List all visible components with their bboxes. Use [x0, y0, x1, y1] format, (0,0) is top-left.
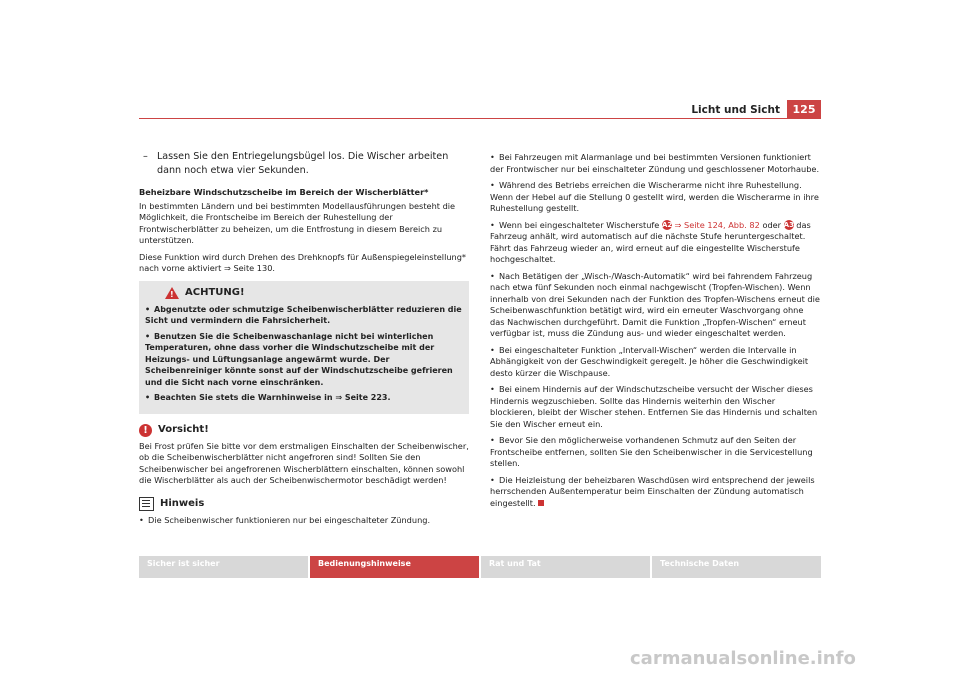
- bullet-item: • Nach Betätigen der „Wisch-/Wasch-Automatik“ wird bei fahrendem Fahrzeug nach etwa fünf Sekunden noch einmal nachgewischt (Tropfen-Wischen). Wenn innerhalb von drei Sekunden nach der Funktion des Tropfen-Wischens erneut die Scheibenwaschfunktion betätigt wird, wird ein erneuter Waschvorgang ohne das Nachwischen durchgeführt. Damit die Funktion „Tropfen-Wischen“ erneut verfügbar ist, muss die Zündung aus- und wieder eingeschaltet werden.: [490, 270, 820, 338]
- tab-rat-und-tat[interactable]: Rat und Tat: [481, 556, 650, 578]
- caution-text: Bei Frost prüfen Sie bitte vor dem erstmaligen Einschalten der Scheibenwischer, ob die Scheibenwischerblätter nicht angefroren sind! Sollten Sie den Scheibenwischer bei angefrorenen Wischerblättern einschalten, können sowohl die Wischerblätter als auch der Scheibenwischermotor beschädigt werden!: [139, 440, 469, 485]
- section-subhead: Beheizbare Windschutzscheibe im Bereich der Wischerblätter*: [139, 187, 429, 197]
- warning-item: • Beachten Sie stets die Warnhinweise in ⇒ Seite 223.: [145, 393, 391, 402]
- warning-triangle-icon: [165, 287, 179, 299]
- dash-step: – Lassen Sie den Entriegelungsbügel los. Die Wischer arbeiten dann noch etwa vier Sekunden.: [143, 151, 449, 176]
- warning-title: ! ACHTUNG!: [145, 287, 463, 299]
- header-rule: [139, 118, 821, 119]
- page-reference-link[interactable]: ⇒ Seite 124, Abb. 82: [674, 219, 760, 230]
- warning-item: • Abgenutzte oder schmutzige Scheibenwischerblätter reduzieren die Sicht und vermindern die Fahrsicherheit.: [145, 304, 462, 325]
- warning-box: [139, 281, 469, 414]
- note-paper-icon: [139, 497, 154, 511]
- bullet-icon: •: [145, 393, 151, 402]
- caution-title: ! Vorsicht!: [139, 424, 469, 437]
- watermark: carmanualsonline.info: [630, 648, 856, 669]
- tab-bedienungshinweise[interactable]: Bedienungshinweise: [310, 556, 479, 578]
- chapter-navigation: [139, 556, 821, 578]
- right-column: [490, 152, 820, 514]
- bullet-item: • Wenn bei eingeschalteter Wischerstufe A2 ⇒ Seite 124, Abb. 82 oder A3 das Fahrzeug anhält, wird automatisch auf die nächste Stufe heruntergeschaltet. Fährt das Fahrzeug wieder an, wird erneut auf die eingestellte Wischerstufe hochgeschaltet.: [490, 219, 811, 264]
- paragraph-1: In bestimmten Ländern und bei bestimmten Modellausführungen besteht die Möglichkeit, die Frontscheibe im Bereich der Ruhestellung der Frontwischerblätter zu beheizen, um die Entfrostung in diesem Bereich zu unterstützen.: [139, 200, 456, 245]
- bullet-icon: •: [145, 304, 151, 314]
- bullet-icon: •: [490, 270, 495, 281]
- bullet-icon: •: [490, 435, 495, 445]
- hint-title: Hinweis: [139, 497, 469, 511]
- bullet-icon: •: [490, 180, 495, 190]
- bullet-item: • Bei Fahrzeugen mit Alarmanlage und bei bestimmten Versionen funktioniert der Frontwischer nur bei einschalteter Zündung und geschlossener Motorhaube.: [490, 152, 820, 174]
- bullet-icon: •: [490, 152, 495, 162]
- paragraph-2: Diese Funktion wird durch Drehen des Drehknopfs für Außenspiegeleinstellung* nach vorne aktiviert ⇒ Seite 130.: [139, 251, 467, 273]
- bullet-icon: •: [139, 514, 144, 525]
- tab-sicher-ist-sicher[interactable]: Sicher ist sicher: [139, 556, 308, 578]
- bullet-item: • Die Heizleistung der beheizbaren Waschdüsen wird entsprechend der jeweils herrschenden Außentemperatur beim Einschalten der Zündung automatisch eingestellt.: [490, 474, 815, 508]
- left-column: [139, 150, 469, 531]
- section-end-icon: [538, 500, 544, 506]
- caution-icon: !: [139, 424, 152, 437]
- page-number: 125: [787, 100, 821, 119]
- bullet-icon: •: [490, 219, 495, 230]
- bullet-item: • Bei eingeschalteter Funktion „Intervall-Wischen“ werden die Intervalle in Abhängigkeit von der Geschwindigkeit geregelt. Je höher die Geschwindigkeit desto kürzer die Wischpause.: [490, 344, 809, 378]
- bullet-icon: •: [490, 474, 495, 485]
- bullet-item: • Bevor Sie den möglicherweise vorhandenen Schmutz auf den Seiten der Frontscheibe entfernen, sollten Sie den Scheibenwischer in die Servicestellung stellen.: [490, 435, 813, 468]
- warning-item: • Benutzen Sie die Scheibenwaschanlage nicht bei winterlichen Temperaturen, ohne dass vorher die Windschutzscheibe mit der Heizungs- und Lüftungsanlage angewärmt wurde. Der Scheibenreiniger könnte sonst auf der Windschutzscheibe gefrieren und die Sicht nach vorne einschränken.: [145, 331, 453, 387]
- hint-item: • Die Scheibenwischer funktionieren nur bei eingeschalteter Zündung.: [139, 514, 431, 525]
- callout-a3-badge: A3: [783, 221, 794, 229]
- bullet-icon: •: [490, 384, 495, 394]
- bullet-icon: •: [145, 331, 151, 341]
- bullet-item: • Während des Betriebs erreichen die Wischerarme nicht ihre Ruhestellung. Wenn der Hebel auf die Stellung 0 gestellt wird, werden die Wischerarme in ihre Ruhestellung gestellt.: [490, 180, 819, 213]
- callout-a2-badge: A2: [661, 221, 673, 229]
- bullet-item: • Bei einem Hindernis auf der Windschutzscheibe versucht der Wischer dieses Hindernis wegzuschieben. Sollte das Hindernis weiterhin den Wischer blockieren, bleibt der Wischer stehen. Entfernen Sie das Hindernis und schalten Sie den Wischer erneut ein.: [490, 384, 818, 429]
- bullet-icon: •: [490, 344, 495, 355]
- page-header-title: Licht und Sicht: [691, 104, 780, 116]
- tab-technische-daten[interactable]: Technische Daten: [652, 556, 821, 578]
